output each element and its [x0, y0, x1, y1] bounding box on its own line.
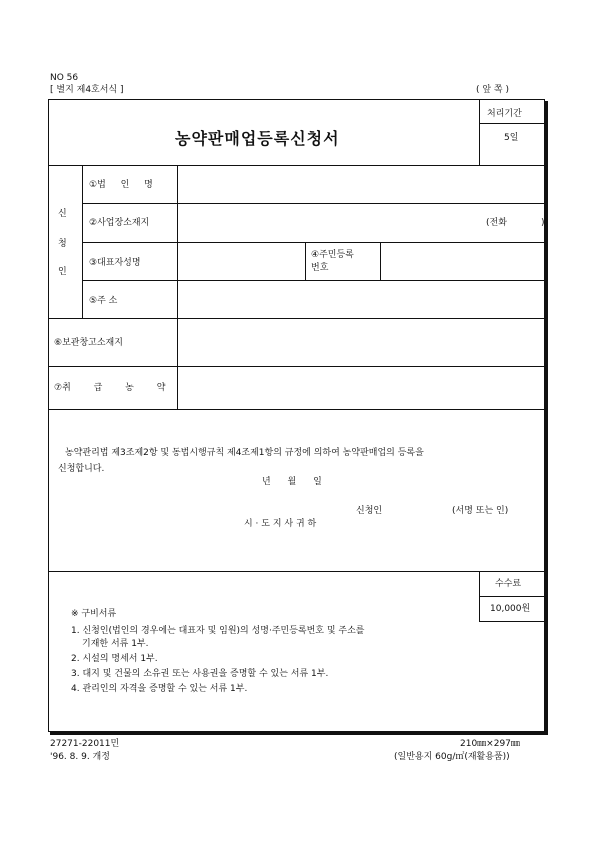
pesticide-label: ⑦취 급 농 약 [54, 383, 166, 393]
divider [48, 571, 545, 572]
form-number: NO 56 [50, 73, 79, 83]
storage-label: ⑥보관창고소재지 [54, 338, 123, 348]
paper-type: (일반용지 60g/㎡(재활용품)) [394, 752, 510, 762]
address-label: ⑤주 소 [89, 296, 118, 306]
office-location-label: ②사업장소재지 [89, 218, 150, 228]
frame-shadow-right [545, 101, 548, 734]
form-title: 농약판매업등록신청서 [175, 129, 340, 148]
addressee: 시 · 도 지 사 귀 하 [244, 519, 317, 529]
divider [479, 123, 545, 124]
statement-line-1: 농약관리법 제3조제2항 및 동법시행규칙 제4조제1항의 규정에 의하여 농약판매업의 등록을 [65, 448, 424, 458]
applicant-label-char: 인 [58, 267, 67, 277]
applicant-sign: 신청인 [356, 506, 383, 516]
corp-name-label: ①법 인 명 [89, 180, 153, 190]
phone-close: ) [541, 218, 545, 228]
processing-label: 처리기간 [487, 109, 522, 119]
form-type: [ 별지 제4호서식 ] [50, 85, 124, 95]
revision-date: '96. 8. 9. 개정 [50, 752, 110, 762]
resident-no-label: ④주민등록 [311, 250, 354, 260]
divider [48, 165, 545, 166]
representative-label: ③대표자성명 [89, 258, 141, 268]
divider [48, 366, 545, 367]
paper-size: 210㎜×297㎜ [460, 739, 520, 749]
divider [380, 242, 381, 280]
divider [82, 203, 545, 204]
document-item: 4. 관리인의 자격을 증명할 수 있는 서류 1부. [71, 684, 248, 694]
divider [48, 318, 545, 319]
signature-note: (서명 또는 인) [452, 506, 509, 516]
divider [82, 242, 545, 243]
fee-value: 10,000원 [490, 604, 531, 614]
divider [479, 596, 545, 597]
document-item: 3. 대지 및 건물의 소유권 또는 사용권을 증명할 수 있는 서류 1부. [71, 669, 329, 679]
divider [177, 165, 178, 409]
divider [82, 280, 545, 281]
document-item: 기재한 서류 1부. [82, 639, 149, 649]
resident-no-label-2: 번호 [311, 263, 329, 273]
divider [479, 99, 480, 165]
document-item: 2. 시설의 명세서 1부. [71, 654, 158, 664]
documents-heading: ※ 구비서류 [71, 609, 117, 619]
form-code: 27271-22011민 [50, 739, 120, 749]
page-side: ( 앞 쪽 ) [476, 85, 509, 95]
statement-line-2: 신청합니다. [58, 464, 105, 474]
application-form [48, 99, 545, 732]
phone-label: (전화 [486, 218, 507, 228]
divider [479, 621, 545, 622]
date-line: 년 월 일 [262, 477, 322, 487]
frame-shadow-bottom [50, 732, 548, 735]
processing-value: 5일 [504, 133, 519, 143]
applicant-label-char: 청 [58, 239, 67, 249]
document-item: 1. 신청인(법인의 경우에는 대표자 및 임원)의 성명·주민등록번호 및 주소를 [71, 626, 365, 636]
divider [305, 242, 306, 280]
divider [48, 409, 545, 410]
applicant-label-char: 신 [58, 209, 67, 219]
fee-label: 수수료 [495, 579, 522, 589]
